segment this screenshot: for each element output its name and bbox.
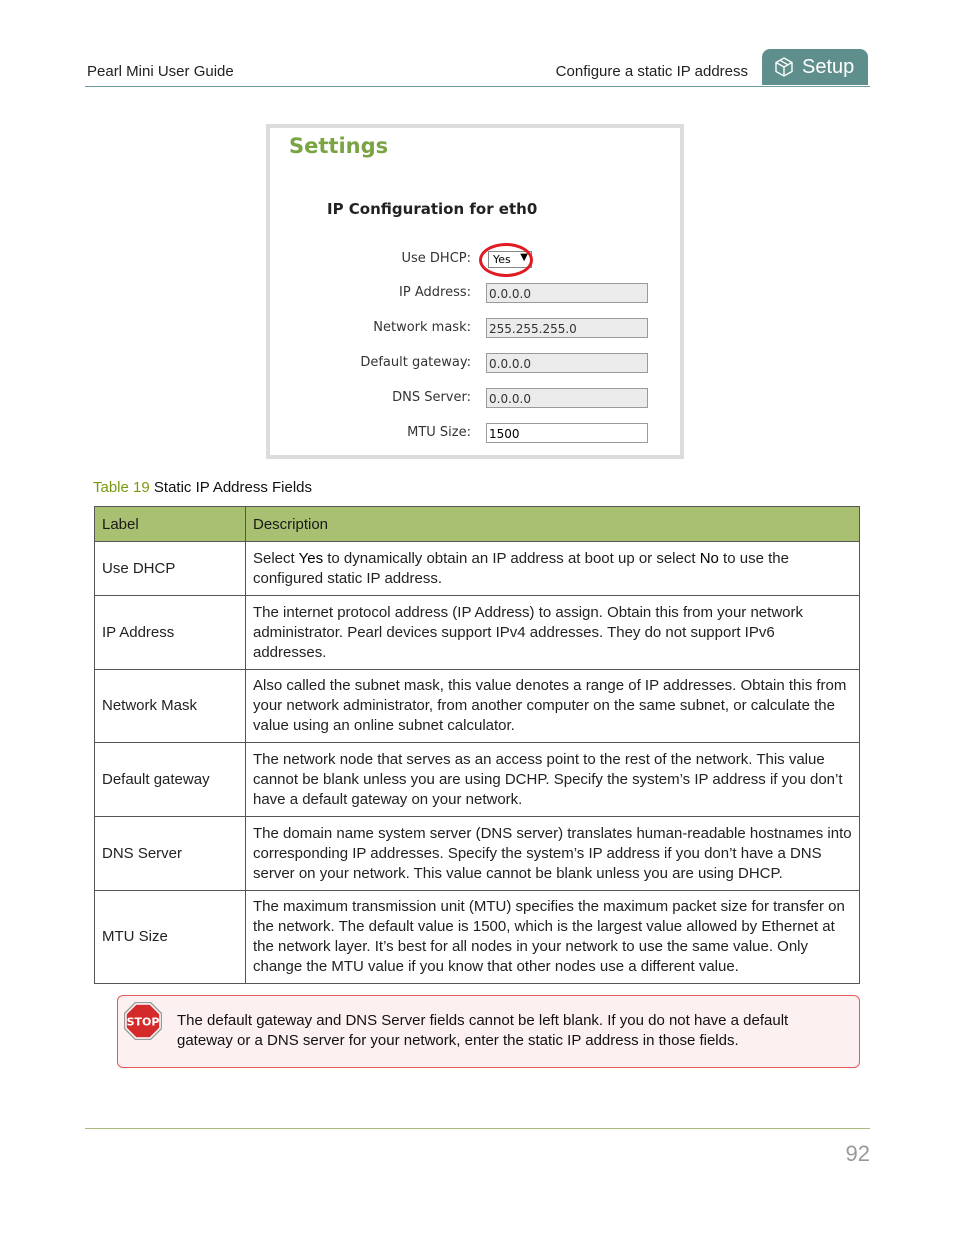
table-row (95, 542, 860, 596)
setup-tab-label: Setup (802, 55, 855, 78)
table-title: Static IP Address Fields (153, 479, 313, 496)
mtu-size-label: MTU Size: (407, 425, 471, 440)
mtu-size-row (270, 423, 680, 445)
cube-icon (774, 57, 794, 77)
row-label: DNS Server (95, 817, 246, 891)
warning-note (117, 995, 860, 1068)
ip-address-label: IP Address: (399, 285, 471, 300)
network-mask-label: Network mask: (373, 320, 471, 335)
dropdown-arrow-icon: ▼ (520, 252, 528, 263)
section-title: Configure a static IP address (555, 63, 748, 80)
dns-server-input[interactable]: 0.0.0.0 (486, 388, 648, 408)
table-row (95, 817, 860, 891)
dns-server-label: DNS Server: (392, 390, 471, 405)
highlight-circle (479, 243, 533, 277)
row-description: The internet protocol address (IP Address) to assign. Obtain this from your network administrator. Pearl devices support IPv4 addresses. They do not support IPv6 addresses. (246, 596, 860, 670)
use-dhcp-value: Yes (493, 253, 511, 266)
table-row (95, 596, 860, 670)
table-row (95, 743, 860, 817)
note-text: The default gateway and DNS Server fields cannot be left blank. If you do not have a default gateway or a DNS server for your network, enter the static IP address in those fields. (177, 1012, 789, 1049)
row-label: Network Mask (95, 670, 246, 743)
default-gateway-input[interactable]: 0.0.0.0 (486, 353, 648, 373)
ip-address-row (270, 283, 680, 305)
row-label: Use DHCP (95, 542, 246, 596)
footer-divider (85, 1128, 870, 1129)
network-mask-row (270, 318, 680, 340)
static-ip-fields-table (94, 506, 860, 984)
row-description: The domain name system server (DNS server) translates human-readable hostnames into corresponding IP addresses. Specify the system’s IP address if you don’t have a DNS server on your network. This value cannot be blank unless you are using DHCP. (246, 817, 860, 891)
setup-tab[interactable] (762, 49, 868, 85)
row-description: The maximum transmission unit (MTU) specifies the maximum packet size for transfer on the network. The default value is 1500, which is the largest value allowed by Ethernet at the network layer. It’s best for all nodes in your network to use the same value. Only change the MTU value if you know that other nodes use a different value. (246, 891, 860, 984)
row-description: The network node that serves as an access point to the rest of the network. This value cannot be blank unless you are using DCHP. Specify the system’s IP address if you don’t have a default gateway on your network. (246, 743, 860, 817)
table-row (95, 670, 860, 743)
option-no: No (699, 549, 719, 567)
stop-sign-icon (123, 1001, 163, 1041)
stop-sign-text: STOP (126, 1015, 160, 1029)
row-description: Also called the subnet mask, this value denotes a range of IP addresses. Obtain this from your network administrator, from another computer on the same subnet, or calculate the value using an online subnet calculator. (246, 670, 860, 743)
row-label: MTU Size (95, 891, 246, 984)
table-number: Table 19 (93, 479, 150, 496)
use-dhcp-row (270, 249, 680, 271)
default-gateway-label: Default gateway: (360, 355, 471, 370)
row-label: IP Address (95, 596, 246, 670)
dns-server-row (270, 388, 680, 410)
mtu-size-input[interactable]: 1500 (486, 423, 648, 443)
page-number: 92 (845, 1141, 870, 1166)
row-description: Select Yes to dynamically obtain an IP address at boot up or select No to use the configured static IP address. (246, 542, 860, 596)
ip-address-input[interactable]: 0.0.0.0 (486, 283, 648, 303)
default-gateway-row (270, 353, 680, 375)
header-label: Label (95, 507, 246, 542)
header-description: Description (246, 507, 860, 542)
ip-config-heading: IP Configuration for eth0 (327, 200, 538, 218)
row-label: Default gateway (95, 743, 246, 817)
table-row (95, 891, 860, 984)
guide-title: Pearl Mini User Guide (87, 63, 234, 80)
settings-screenshot (266, 124, 684, 459)
network-mask-input[interactable]: 255.255.255.0 (486, 318, 648, 338)
use-dhcp-label: Use DHCP: (401, 251, 471, 266)
table-header-row (95, 507, 860, 542)
option-yes: Yes (298, 549, 324, 567)
settings-title: Settings (289, 134, 389, 158)
table-caption (93, 479, 312, 496)
header-divider (85, 86, 870, 87)
